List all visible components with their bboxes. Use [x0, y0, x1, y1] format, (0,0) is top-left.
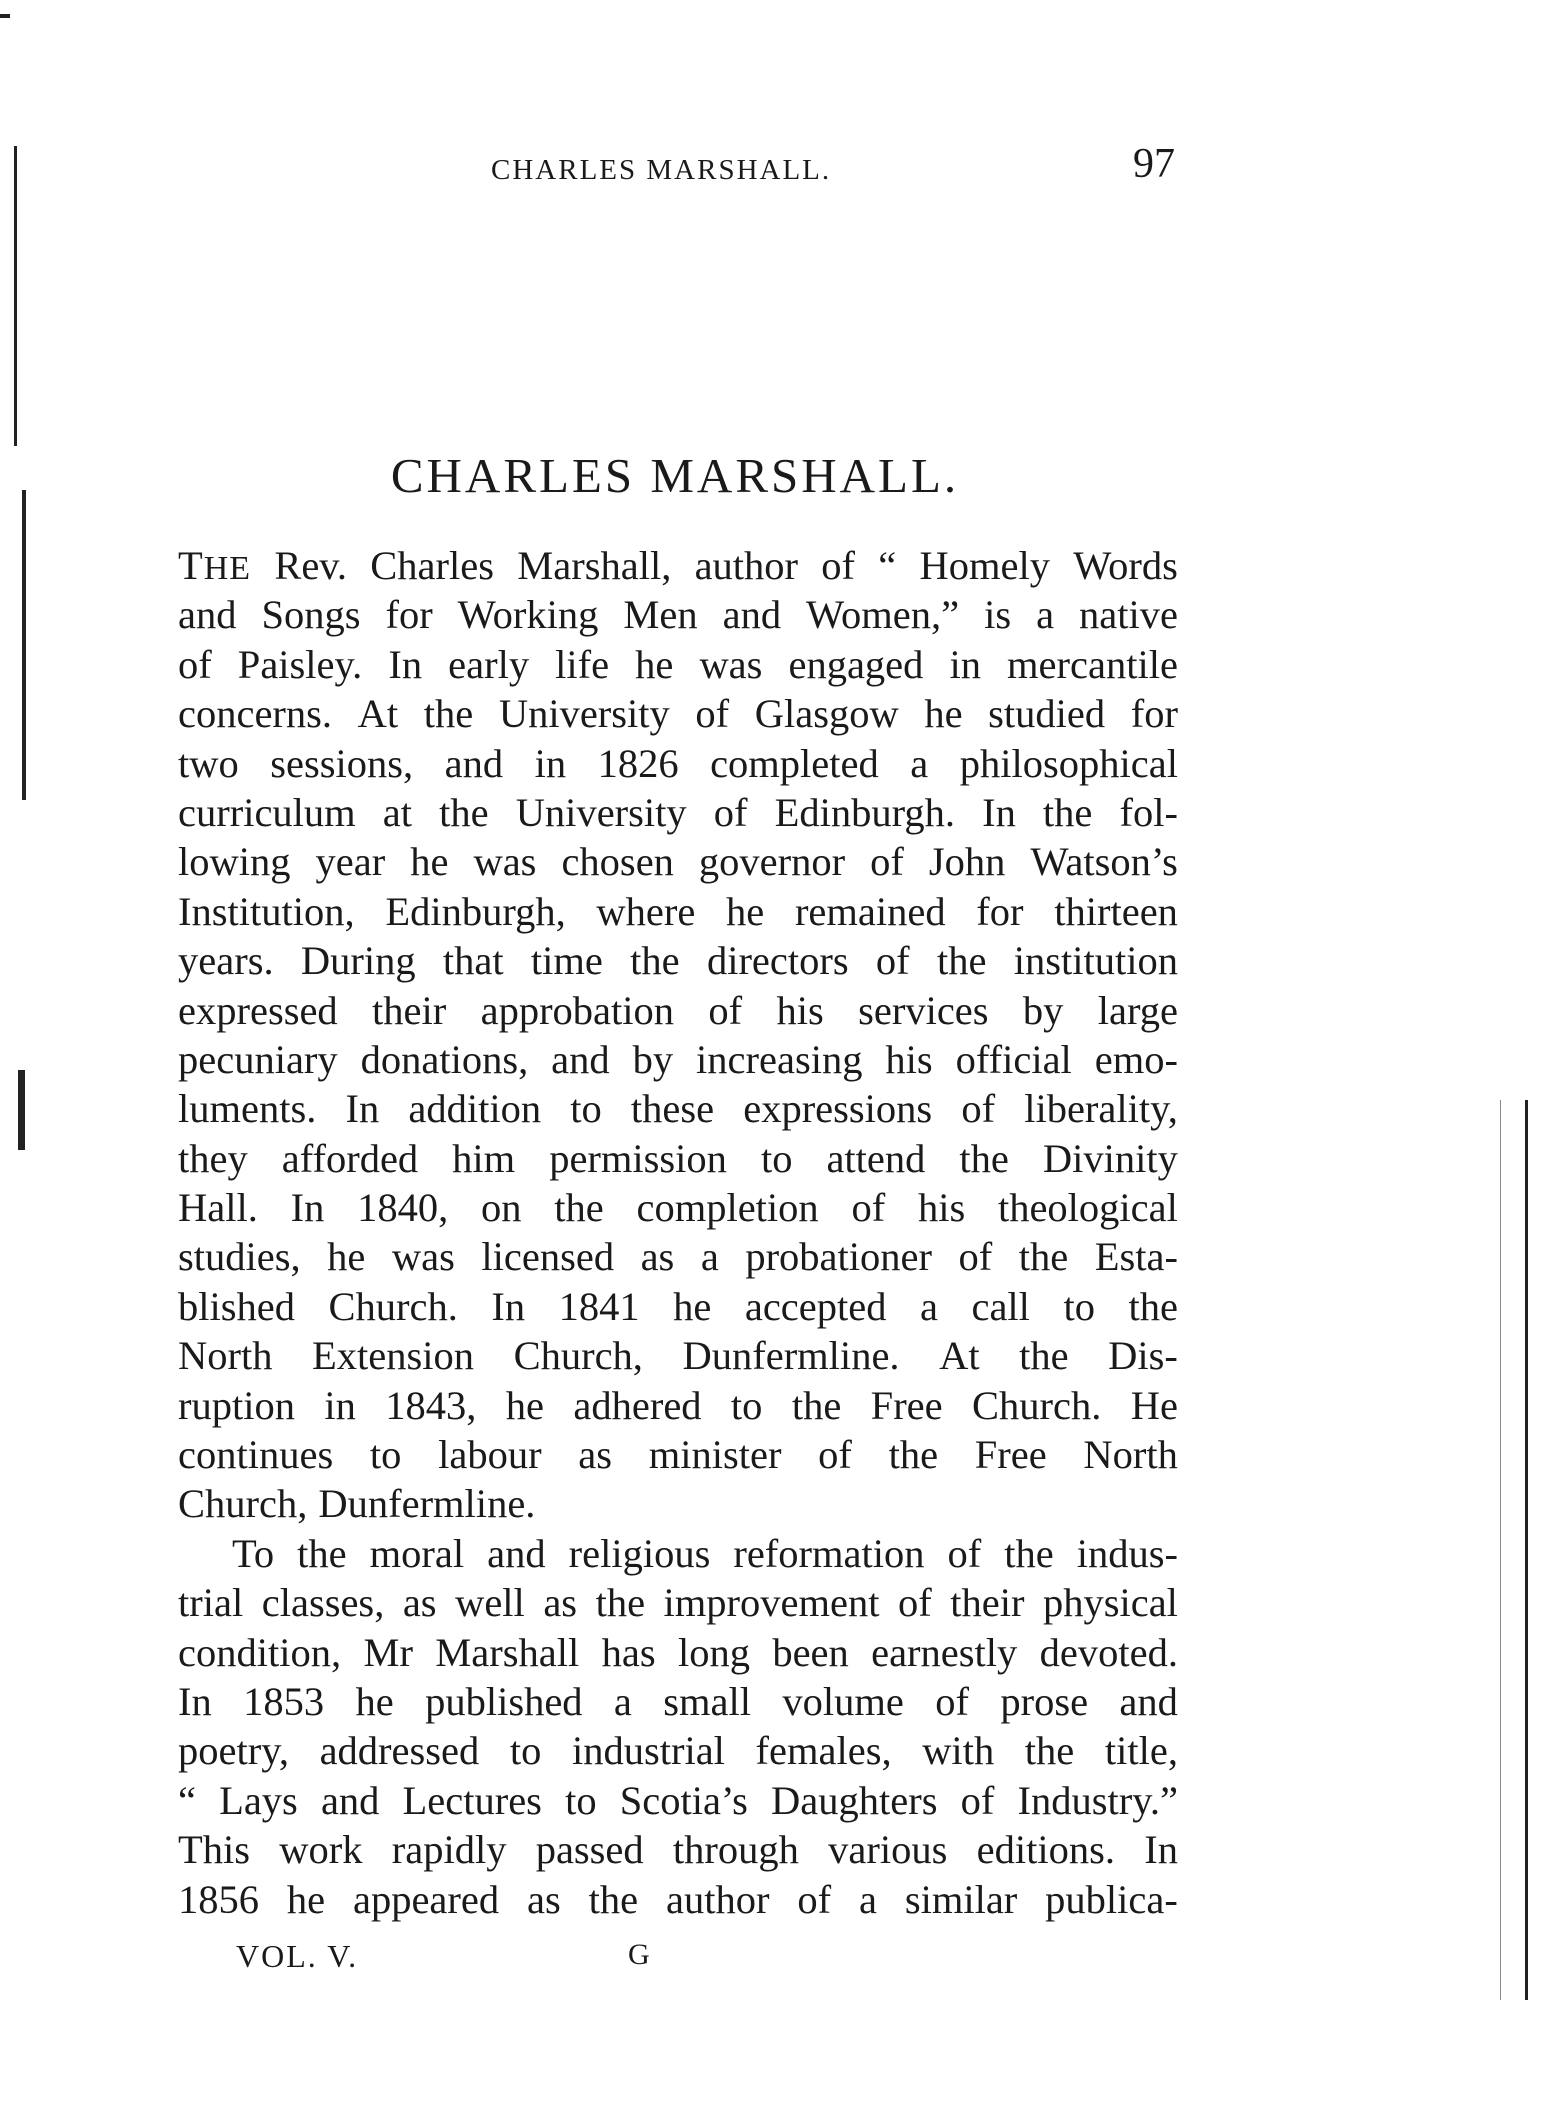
paragraph-1 [178, 541, 1178, 1529]
scan-edge-mark [0, 14, 10, 18]
text-line: Church, Dunfermline. [178, 1481, 536, 1527]
text-line: In 1853 he published a small volume of prose and [178, 1678, 1178, 1724]
text-line: “ Lays and Lectures to Scotia’s Daughters of Industry.” [178, 1777, 1178, 1823]
text-line: years. During that time the directors of the institution [178, 938, 1178, 984]
text-line: Institution, Edinburgh, where he remained for thirteen [178, 888, 1178, 934]
text-line: ruption in 1843, he adhered to the Free Church. He [178, 1382, 1178, 1428]
article-body [178, 541, 1178, 1924]
scan-edge-mark [1525, 1100, 1528, 2000]
page-header [175, 140, 1175, 200]
text-line: concerns. At the University of Glasgow he studied for [178, 691, 1178, 737]
text-line: To the moral and religious reformation of the indus- [232, 1530, 1178, 1576]
text-line: lowing year he was chosen governor of John Watson’s [178, 839, 1178, 885]
text-line: This work rapidly passed through various editions. In [178, 1827, 1178, 1873]
text-line: and Songs for Working Men and Women,” is a native [178, 592, 1178, 638]
text-line: condition, Mr Marshall has long been earnestly devoted. [178, 1629, 1178, 1675]
text-line: poetry, addressed to industrial females, with the title, [178, 1728, 1178, 1774]
article-title: CHARLES MARSHALL. [390, 448, 960, 503]
text-line: 1856 he appeared as the author of a similar publica- [178, 1876, 1178, 1922]
text-line: THE Rev. Charles Marshall, author of “ Homely Words [178, 541, 1178, 590]
scan-edge-mark [1500, 1100, 1501, 2000]
text-line: they afforded him permission to attend the Divinity [178, 1135, 1178, 1181]
text-line: expressed their approbation of his services by large [178, 987, 1178, 1033]
text-line: curriculum at the University of Edinburgh. In the fol- [178, 789, 1178, 835]
running-head: CHARLES MARSHALL. [491, 154, 832, 186]
signature-mark: G [628, 1938, 650, 1971]
text-line: studies, he was licensed as a probationer of the Esta- [178, 1234, 1178, 1280]
page-number: 97 [1133, 141, 1175, 187]
text-line: luments. In addition to these expressions of liberality, [178, 1086, 1178, 1132]
text-line: trial classes, as well as the improvement of their physical [178, 1580, 1178, 1626]
text-line: Hall. In 1840, on the completion of his theological [178, 1185, 1178, 1231]
text-line: pecuniary donations, and by increasing his official emo- [178, 1036, 1178, 1082]
first-word: THE [178, 543, 252, 588]
scan-edge-mark [14, 146, 17, 446]
scan-edge-mark [18, 1070, 25, 1150]
text-line: of Paisley. In early life he was engaged in mercantile [178, 641, 1178, 687]
volume-label: VOL. V. [236, 1938, 359, 1974]
paragraph-2 [178, 1529, 1178, 1924]
scan-edge-mark [22, 490, 26, 800]
text-line: continues to labour as minister of the Free North [178, 1432, 1178, 1478]
text-line: blished Church. In 1841 he accepted a call to the [178, 1283, 1178, 1329]
text-line: North Extension Church, Dunfermline. At the Dis- [178, 1333, 1178, 1379]
text-line: two sessions, and in 1826 completed a philosophical [178, 740, 1178, 786]
